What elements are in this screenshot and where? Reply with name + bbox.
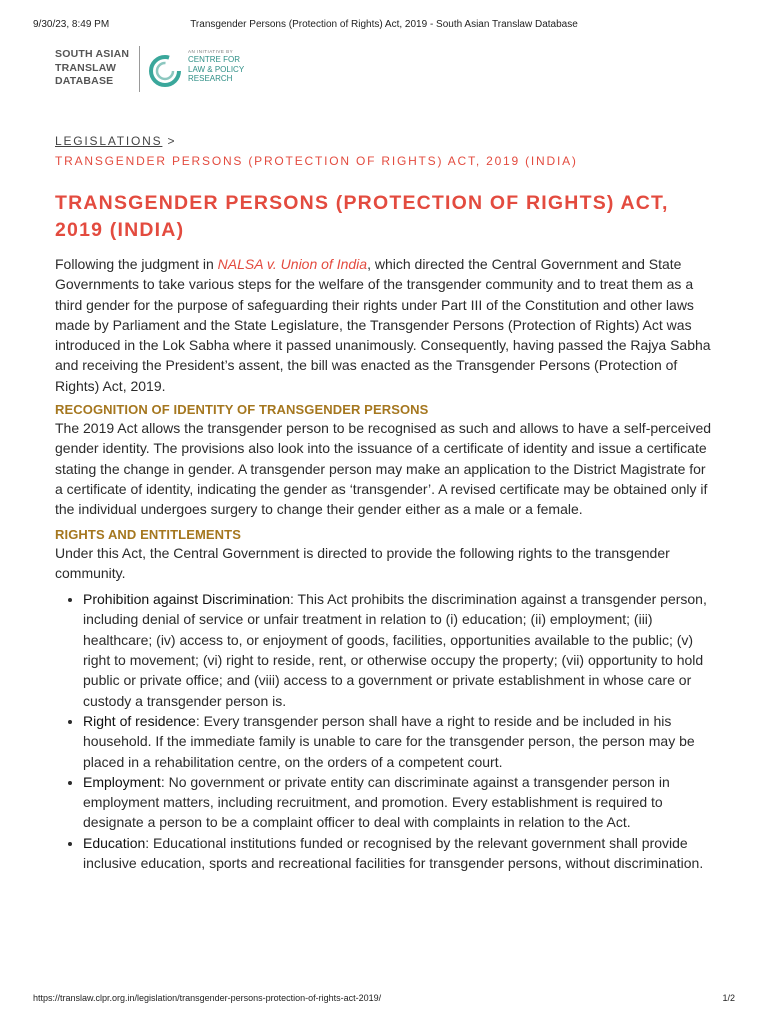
list-item-term: Prohibition against Discrimination: [83, 591, 290, 608]
list-item-text: : No government or private entity can discriminate against a transgender person in employment matters, including recruitment, and promotion. Every establishment is required to designate a person to be a complaint officer to deal with complaints in relation to the Act.: [83, 773, 670, 831]
list-item-text: : Every transgender person shall have a right to reside and be included in his household. If the immediate family is unable to care for the transgender person, the person may be placed in a rehabilitation centre, on the orders of a competent court.: [83, 712, 695, 770]
print-document-title: Transgender Persons (Protection of Rights) Act, 2019 - South Asian Translaw Database: [190, 19, 578, 30]
site-name: [55, 48, 135, 89]
logo-divider: [139, 46, 140, 92]
list-item-term: Right of residence: [83, 712, 196, 729]
print-datetime: 9/30/23, 8:49 PM: [33, 19, 110, 30]
print-page-number: 1/2: [722, 993, 735, 1003]
list-item: [83, 589, 715, 711]
intro-text-before: Following the judgment in: [55, 256, 218, 272]
site-name-line: SOUTH ASIAN: [55, 48, 130, 60]
partner-line: LAW & POLICY: [188, 64, 245, 74]
site-name-line: TRANSLAW: [55, 61, 117, 74]
site-name-line: DATABASE: [55, 75, 114, 87]
list-item-text: : Educational institutions funded or recognised by the relevant government shall provide inclusive education, sports and recreational facilities for transgender persons, without discrimination.: [83, 834, 704, 872]
rights-list: [55, 589, 715, 873]
partner-name: [188, 49, 318, 84]
section-heading-rights: RIGHTS AND ENTITLEMENTS: [55, 526, 241, 542]
section-heading-recognition: RECOGNITION OF IDENTITY OF TRANSGENDER PERSONS: [55, 402, 429, 418]
print-url: https://translaw.clpr.org.in/legislation/transgender-persons-protection-of-rights-act-2019/: [33, 993, 382, 1003]
intro-paragraph: [55, 254, 715, 396]
nalsa-case-link[interactable]: NALSA v. Union of India: [217, 256, 368, 272]
list-item-text: : This Act prohibits the discrimination against a transgender person, including denial of service or unfair treatment in relation to (i) education; (ii) employment; (iii) healthcare; (iv) access to, or enjoyment of goods, facilities, opportunities available to the public; (v) right to movement; (vi) right to reside, rent, or otherwise occupy the property; (vii) opportunity to hold public or private office; and (viii) access to a government or private establishment in whose care or custody a transgender person is.: [83, 591, 707, 709]
partner-line: CENTRE FOR: [188, 55, 240, 64]
breadcrumb-current: TRANSGENDER PERSONS (PROTECTION OF RIGHTS) ACT, 2019 (INDIA): [55, 154, 578, 168]
list-item: [83, 772, 715, 833]
rights-intro-paragraph: Under this Act, the Central Government is directed to provide the following rights to the transgender community.: [55, 544, 670, 581]
partner-tagline: AN INITIATIVE BY: [188, 49, 234, 54]
list-item-term: Education: [83, 834, 146, 851]
breadcrumb: [55, 131, 578, 171]
list-item-term: Employment: [83, 773, 161, 790]
article-content: [55, 254, 715, 873]
print-header: [33, 19, 735, 33]
list-item: [83, 711, 715, 772]
partner-line: RESEARCH: [188, 74, 233, 83]
recognition-paragraph: The 2019 Act allows the transgender person to be recognised as such and allows to have a self-perceived gender identity. The provisions also look into the issuance of a certificate of identity and issue a certificate stating the change in gender. A transgender person may make an application to the District Magistrate for a certificate of identity, indicating the gender as ‘transgender’. A revised certificate may be obtained only if the individual undergoes surgery to change their gender either as a male or a female.: [55, 420, 712, 518]
page-title: TRANSGENDER PERSONS (PROTECTION OF RIGHTS) ACT, 2019 (INDIA): [55, 192, 669, 241]
ring-icon: [147, 53, 183, 89]
intro-text-after: , which directed the Central Government and State Governments to take various steps for the welfare of the transgender community and to treat them as a third gender for the purpose of safeguarding their rights under Part III of the Constitution and other laws made by Parliament and the State Legislature, the Transgender Persons (Protection of Rights) Act was introduced in the Lok Sabha where it passed unanimously. Consequently, having passed the Rajya Sabha and receiving the President’s assent, the bill was enacted as the Transgender Persons (Protection of Rights) Act, 2019.: [55, 256, 711, 394]
breadcrumb-legislations-link[interactable]: LEGISLATIONS: [55, 134, 163, 148]
list-item: [83, 833, 715, 874]
breadcrumb-separator: >: [167, 134, 177, 148]
